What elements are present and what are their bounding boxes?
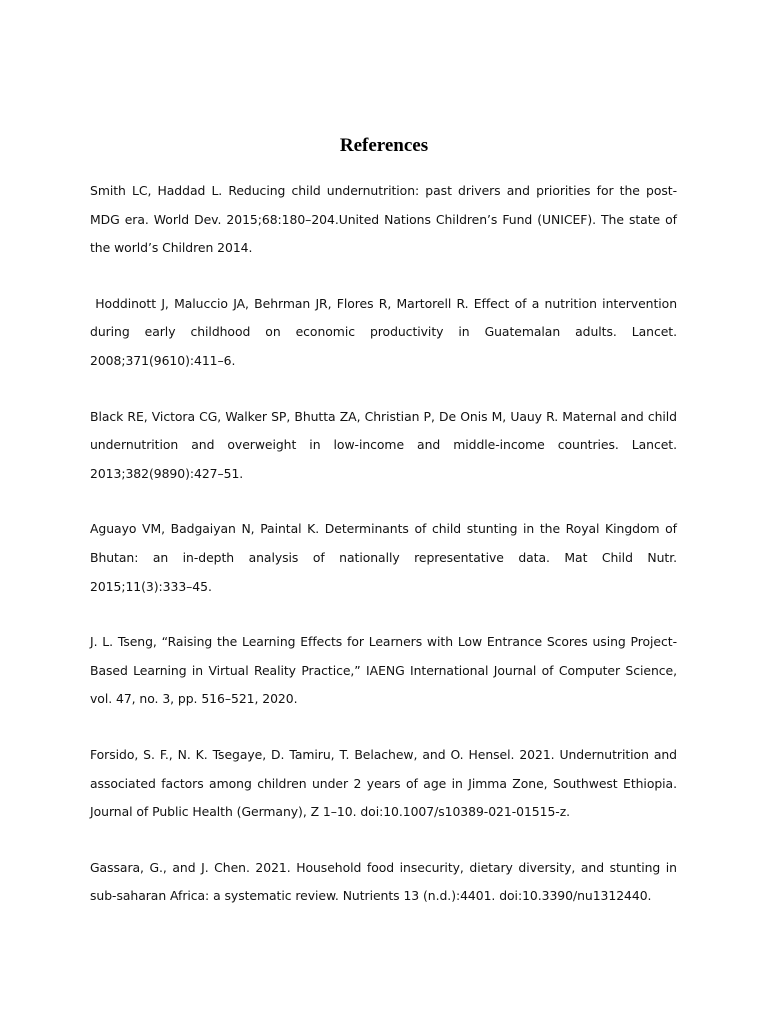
reference-item: Forsido, S. F., N. K. Tsegaye, D. Tamiru, T. Belachew, and O. Hensel. 2021. Undernutrition and associated factors among children under 2 years of age in Jimma Zone, Southwest Ethiopia. Journal of Public Health (Germany), Z 1–10. doi:10.1007/s10389-021-01515-z. [90,746,677,820]
page-title: References [339,135,429,156]
reference-item: Gassara, G., and J. Chen. 2021. Household food insecurity, dietary diversity, and stunting in sub-saharan Africa: a systematic review. Nutrients 13 (n.d.):4401. doi:10.3390/nu1312440. [90,859,677,904]
reference-item: Hoddinott J, Maluccio JA, Behrman JR, Flores R, Martorell R. Effect of a nutrition intervention during early childhood on economic productivity in Guatemalan adults. Lancet. 2008;371(9610):411–6. [90,295,681,368]
reference-item: J. L. Tseng, “Raising the Learning Effects for Learners with Low Entrance Scores using Project-Based Learning in Virtual Reality Practice,” IAENG International Journal of Computer Science, vol. 47, no. 3, pp. 516–521, 2020. [90,634,677,707]
reference-list [90,177,681,938]
reference-item: Black RE, Victora CG, Walker SP, Bhutta ZA, Christian P, De Onis M, Uauy R. Maternal and child undernutrition and overweight in low-income and middle-income countries. Lancet. 2013;382(9890):427–51. [90,408,677,481]
reference-item: Smith LC, Haddad L. Reducing child undernutrition: past drivers and priorities for the post-MDG era. World Dev. 2015;68:180–204.United Nations Children’s Fund (UNICEF). The state of the world’s Children 2014. [90,183,677,256]
reference-item: Aguayo VM, Badgaiyan N, Paintal K. Determinants of child stunting in the Royal Kingdom of Bhutan: an in-depth analysis of nationally representative data. Mat Child Nutr. 2015;11(3):333–45. [90,521,677,594]
